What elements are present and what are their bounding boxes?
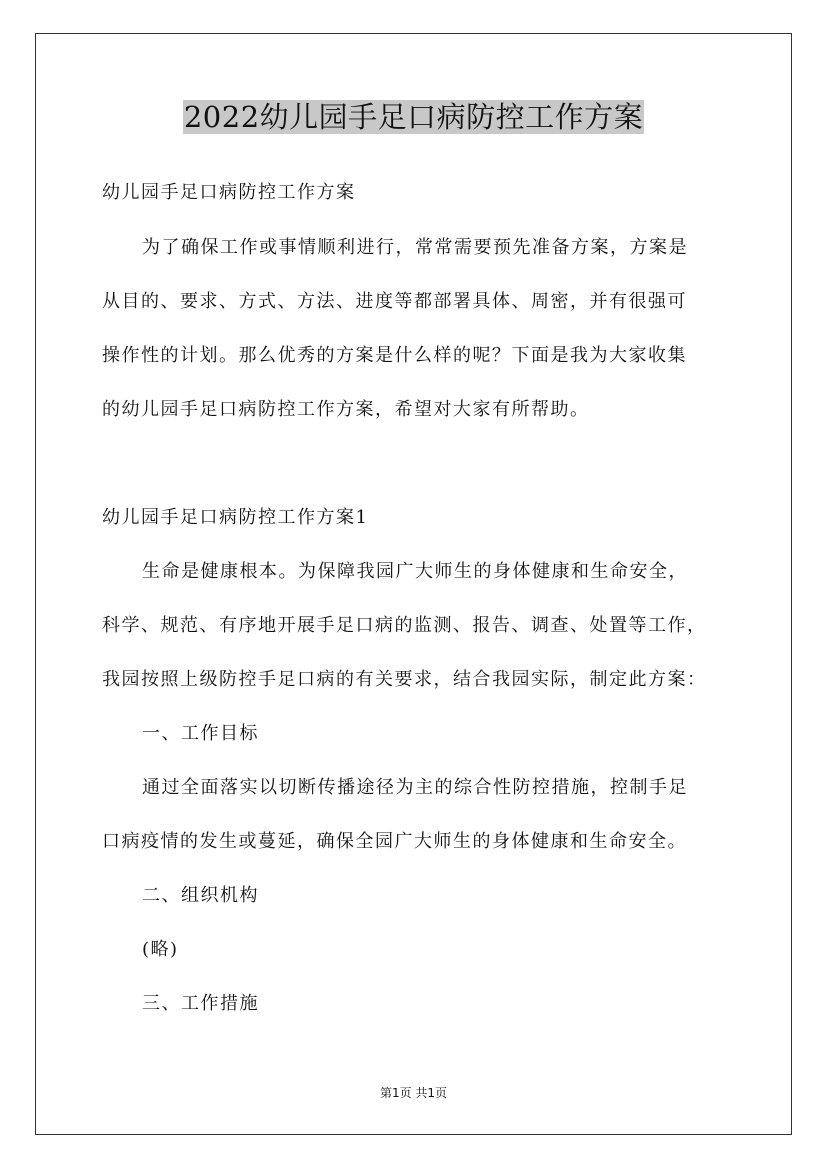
paragraph-line: 生命是健康根本。为保障我园广大师生的身体健康和生命安全， bbox=[142, 561, 688, 582]
subheading-line: 三、工作措施 bbox=[142, 993, 259, 1014]
paragraph-line: 口病疫情的发生或蔓延，确保全园广大师生的身体健康和生命安全。 bbox=[102, 831, 687, 852]
subtitle-line: 幼儿园手足口病防控工作方案 bbox=[102, 182, 356, 203]
paragraph-line: 我园按照上级防控手足口病的有关要求，结合我园实际，制定此方案： bbox=[102, 669, 707, 690]
paragraph-line: 科学、规范、有序地开展手足口病的监测、报告、调查、处置等工作， bbox=[102, 615, 707, 636]
document-title bbox=[0, 96, 827, 138]
paragraph-line: 为了确保工作或事情顺利进行，常常需要预先准备方案，方案是 bbox=[142, 237, 688, 258]
paragraph-line: 的幼儿园手足口病防控工作方案，希望对大家有所帮助。 bbox=[102, 399, 590, 420]
page-footer: 第1页 共1页 bbox=[379, 1086, 448, 1100]
paragraph-line: 通过全面落实以切断传播途径为主的综合性防控措施，控制手足 bbox=[142, 777, 688, 798]
paragraph-line: 操作性的计划。那么优秀的方案是什么样的呢？下面是我为大家收集 bbox=[102, 345, 687, 366]
title-text: 2022幼儿园手足口病防控工作方案 bbox=[183, 100, 644, 134]
paragraph-line: 从目的、要求、方式、方法、进度等都部署具体、周密，并有很强可 bbox=[102, 291, 687, 312]
subheading-line: 二、组织机构 bbox=[142, 885, 259, 906]
subheading-line: 一、工作目标 bbox=[142, 723, 259, 744]
paragraph-line: (略) bbox=[142, 939, 179, 960]
section-heading: 幼儿园手足口病防控工作方案1 bbox=[102, 507, 369, 528]
